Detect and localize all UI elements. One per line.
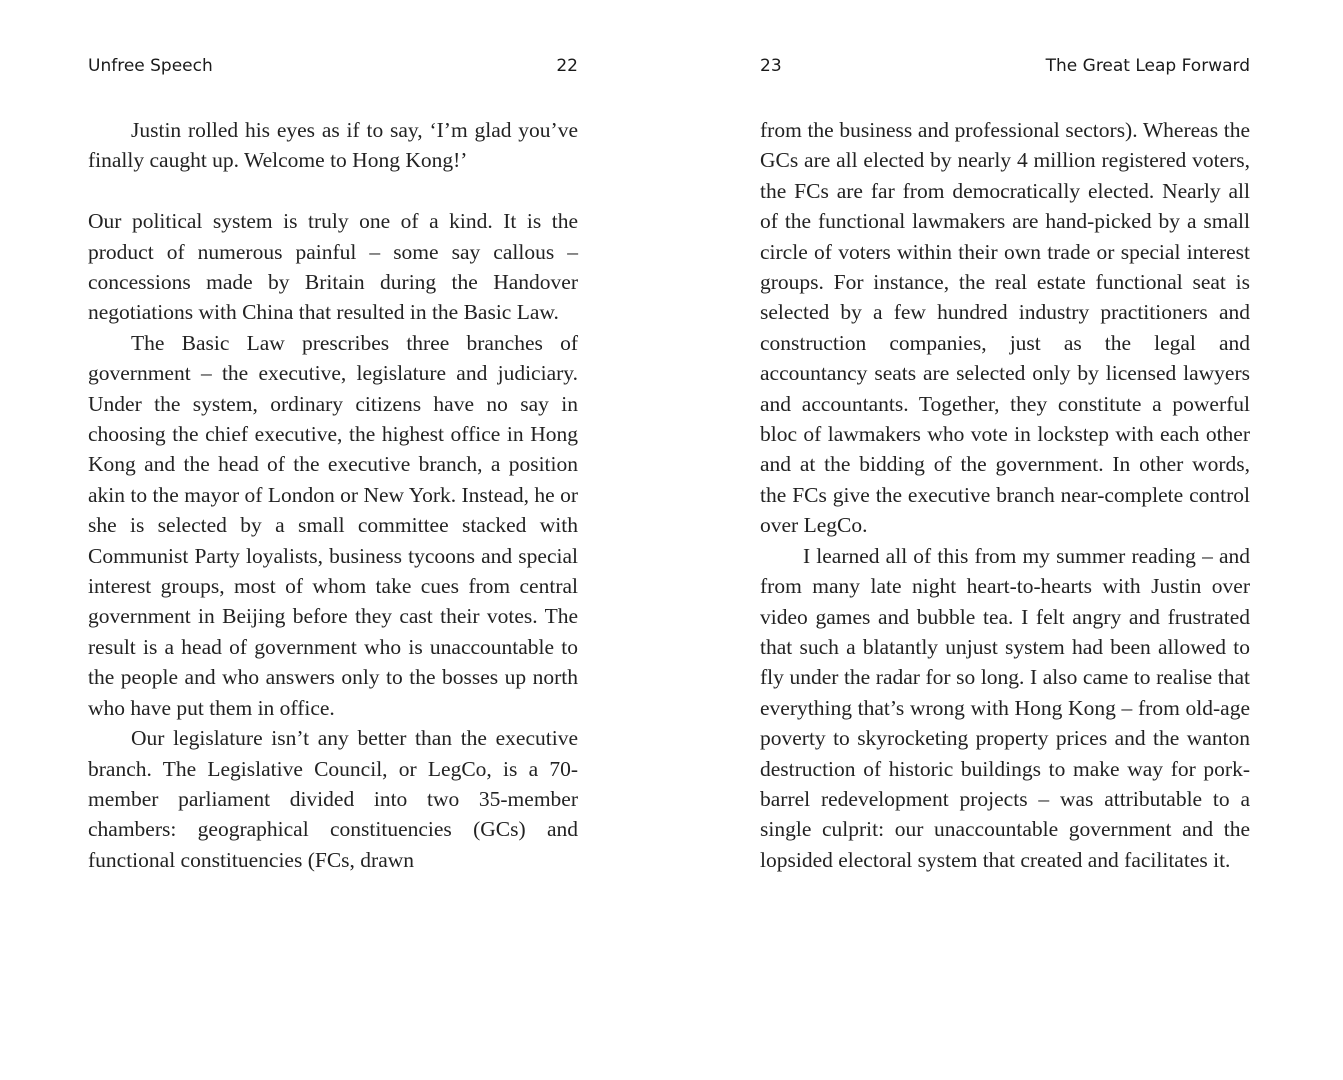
paragraph: Justin rolled his eyes as if to say, ‘I’m glad you’ve finally caught up. Welcome to Hong Kong!’ bbox=[88, 118, 578, 173]
left-running-head bbox=[88, 56, 578, 84]
page-number: 22 bbox=[556, 56, 578, 76]
paragraph: I learned all of this from my summer reading – and from many late night heart-to-hearts with Justin over video games and bubble tea. I felt angry and frustrated that such a blatantly unjust system had been allowed to fly under the radar for so long. I also came to realise that everything that’s wrong with Hong Kong – from old-age poverty to skyrocketing property prices and the wanton destruction of historic buildings to make way for pork-barrel redevelopment projects – was attributable to a single culprit: our unaccountable government and the lopsided electoral system that created and facilitates it. bbox=[760, 543, 1250, 872]
right-running-head bbox=[760, 56, 1250, 84]
paragraph: Our political system is truly one of a kind. It is the product of numerous painful – some say callous – concessions made by Britain during the Handover negotiations with China that resulted in the Basic Law. bbox=[88, 209, 578, 325]
page-number: 23 bbox=[760, 56, 782, 76]
paragraph: Our legislature isn’t any better than the executive branch. The Legislative Council, or LegCo, is a 70-member parliament divided into two 35-member chambers: geographical constituencies (GCs) and functional constituencies (FCs, drawn bbox=[88, 726, 578, 872]
chapter-title: The Great Leap Forward bbox=[1045, 56, 1250, 76]
paragraph: from the business and professional sectors). Whereas the GCs are all elected by nearly 4 million registered voters, the FCs are far from democratically elected. Nearly all of the functional lawmakers are hand-picked by a small circle of voters within their own trade or special interest groups. For instance, the real estate functional seat is selected by a few hundred industry practitioners and construction companies, just as the legal and accountancy seats are selected only by licensed lawyers and accountants. Together, they constitute a powerful bloc of lawmakers who vote in lockstep with each other and at the bidding of the government. In other words, the FCs give the executive branch near-complete control over LegCo. bbox=[760, 118, 1250, 538]
book-title: Unfree Speech bbox=[88, 56, 213, 76]
right-page bbox=[672, 0, 1343, 1080]
paragraph: The Basic Law prescribes three branches of government – the executive, legislature and judiciary. Under the system, ordinary citizens have no say in choosing the chief executive, the highest office in Hong Kong and the head of the executive branch, a position akin to the mayor of London or New York. Instead, he or she is selected by a small committee stacked with Communist Party loyalists, business tycoons and special interest groups, most of whom take cues from central government in Beijing before they cast their votes. The result is a head of government who is unaccountable to the people and who answers only to the bosses up north who have put them in office. bbox=[88, 330, 578, 720]
left-page bbox=[0, 0, 671, 1080]
left-text-block bbox=[88, 115, 578, 875]
right-text-block bbox=[760, 115, 1250, 875]
